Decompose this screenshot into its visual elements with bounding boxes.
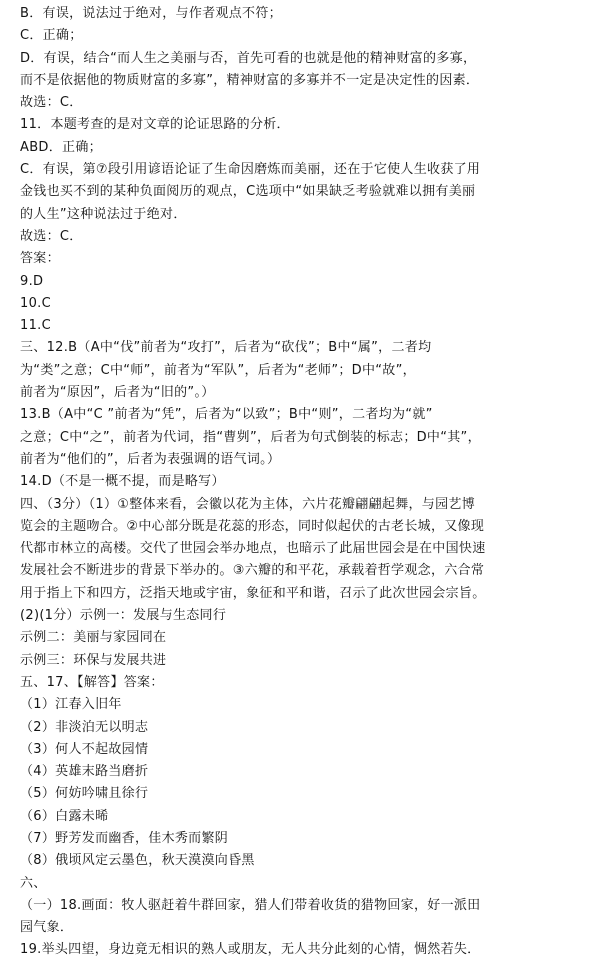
text-line: ABD．正确；: [20, 139, 102, 155]
text-line: 用于指上下和四方，泛指天地或宇宙，象征和平和谐，召示了此次世园会宗旨。: [20, 585, 486, 601]
text-line: 的人生”这种说法过于绝对．: [20, 206, 187, 222]
text-line: 11．本题考查的是对文章的论证思路的分析．: [20, 117, 290, 133]
text-line: 14.D（不是一概不提，而是略写）: [20, 474, 225, 490]
text-line: 金钱也买不到的某种负面阅历的观点，C选项中“如果缺乏考验就难以拥有美丽: [20, 184, 476, 200]
text-line: C．有误，第⑦段引用谚语论证了生命因磨炼而美丽，还在于它使人生收获了用: [20, 162, 481, 178]
text-line: 故选：C．: [20, 228, 83, 244]
text-line: （7）野芳发而幽香，佳木秀而繁阴: [20, 830, 229, 846]
text-line: C．正确；: [20, 28, 83, 44]
text-line: 三、12.B（A中“伐”前者为“攻打”，后者为“砍伐”；B中“属”，二者均: [20, 340, 432, 356]
text-line: 发展社会不断进步的背景下举办的。③六瓣的和平花，承载着哲学观念，六合常: [20, 563, 485, 579]
text-line: 前者为“他们的”，后者为表强调的语气词。）: [20, 451, 281, 467]
text-line: 13.B（A中“C ”前者为“凭”，后者为“以致”；B中“则”，二者均为“就”: [20, 407, 433, 423]
text-line: （6）白露未晞: [20, 808, 109, 824]
text-line: （8）俄顷风定云墨色，秋天漠漠向昏黑: [20, 853, 255, 869]
text-line: 代都市林立的高楼。交代了世园会举办地点，也暗示了此届世园会是在中国快速: [20, 541, 486, 557]
answer-document: [20, 3, 595, 962]
text-line: 六、: [20, 875, 47, 891]
text-line: 为“类”之意；C中“师”，前者为“军队”，后者为“老师”；D中“故”，: [20, 362, 416, 378]
text-line: 10.C: [20, 295, 51, 311]
text-line: （4）英雄末路当磨折: [20, 764, 149, 780]
text-line: 园气象．: [20, 920, 74, 936]
text-line: 9.D: [20, 273, 44, 289]
text-line: 四、（3分）（1）①整体来看，会徽以花为主体，六片花瓣翩翩起舞，与园艺博: [20, 496, 475, 512]
text-line: 19.举头四望，身边竟无相识的熟人或朋友，无人共分此刻的心情，惆然若失．: [20, 942, 481, 958]
text-line: B．有误，说法过于绝对，与作者观点不符；: [20, 6, 282, 21]
text-line: 之意；C中“之”，前者为代词，指“曹刿”，后者为句式倒装的标志；D中“其”，: [20, 429, 481, 445]
text-line: D．有误，结合“而人生之美丽与否，首先可看的也就是他的精神财富的多寡，: [20, 50, 477, 66]
text-line: 11.C: [20, 318, 51, 334]
text-line: （3）何人不起故园情: [20, 741, 149, 757]
text-line: 示例三：环保与发展共进: [20, 652, 167, 668]
text-line: （一）18.画面：牧人驱赶着牛群回家，猎人们带着收货的猎物回家，好一派田: [20, 897, 481, 913]
text-line: （5）何妨吟啸且徐行: [20, 786, 149, 802]
text-line: 答案：: [20, 251, 60, 267]
text-line: 示例二：美丽与家园同在: [20, 630, 167, 646]
text-line: 而不是依据他的物质财富的多寡”，精神财富的多寡并不一定是决定性的因素．: [20, 72, 480, 88]
text-line: 览会的主题吻合。②中心部分既是花蕊的形态，同时似起伏的古老长城，又像现: [20, 518, 485, 534]
text-line: (2)(1分）示例一：发展与生态同行: [20, 608, 227, 624]
text-line: （1）江春入旧年: [20, 697, 122, 713]
text-line: 前者为“原因”，后者为“旧的”。）: [20, 385, 215, 401]
text-line: 五、17、【解答】答案：: [20, 674, 164, 690]
text-line: （2）非淡泊无以明志: [20, 719, 149, 735]
text-line: 故选：C．: [20, 95, 83, 111]
